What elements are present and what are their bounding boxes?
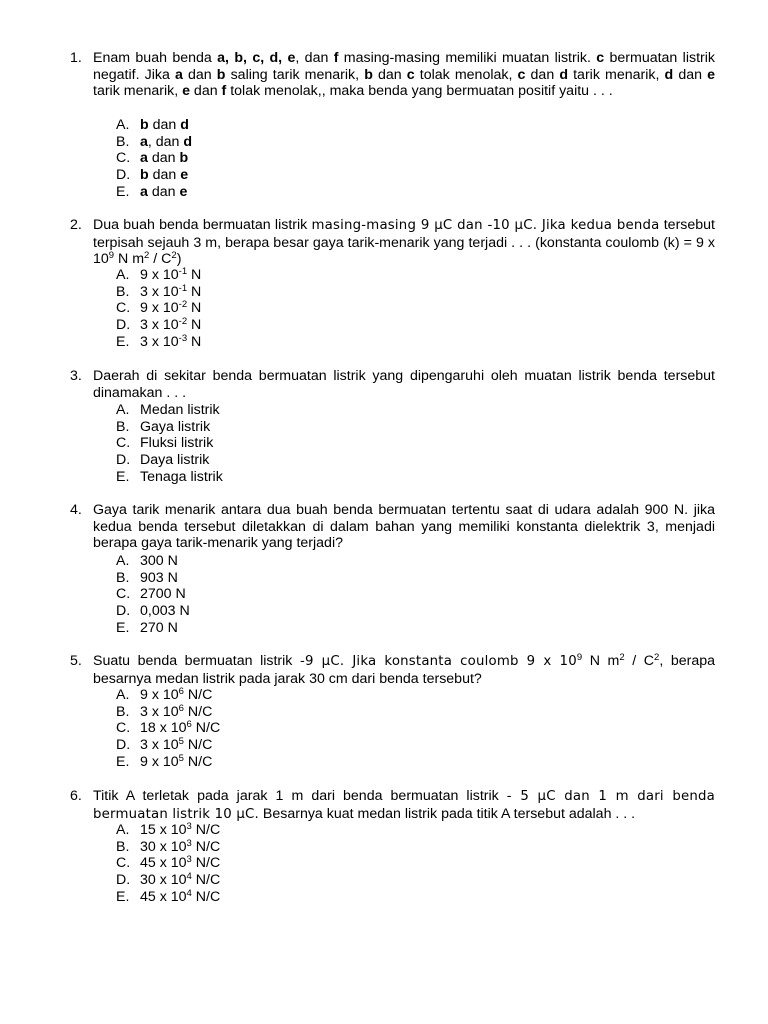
text-run: 3 x 10 (140, 283, 179, 300)
text-run: -9 µC. Jika konstanta coulomb 9 x 10 (299, 654, 577, 669)
question-number: 4. (70, 502, 82, 518)
bold-text: d (559, 66, 568, 83)
option-letter: B. (116, 838, 130, 855)
option-b (116, 419, 223, 436)
option-a (116, 267, 201, 284)
superscript: 2 (144, 250, 150, 262)
option-letter: E. (116, 753, 130, 770)
superscript: 2 (619, 652, 625, 663)
option-b (116, 570, 190, 587)
bold-text: c (406, 66, 415, 83)
option-letter: B. (116, 418, 130, 435)
text-run: 300 N (140, 553, 178, 569)
text-run: 18 x 10 (140, 720, 187, 737)
bold-text: c (596, 50, 605, 66)
option-letter: D. (116, 872, 131, 889)
option-letter: E. (116, 619, 130, 636)
option-a (116, 402, 223, 419)
option-letter: A. (116, 822, 130, 838)
bold-text: b (179, 150, 189, 167)
option-letter: B. (116, 569, 130, 586)
superscript: 6 (178, 686, 184, 697)
superscript: -2 (178, 299, 188, 311)
text-run: 9 x 10 (140, 267, 179, 283)
option-letter: A. (116, 267, 130, 283)
option-letter: B. (116, 133, 130, 150)
option-c (116, 855, 220, 872)
text-run: Medan listrik (140, 402, 220, 418)
option-letter: C. (116, 435, 131, 452)
option-a (116, 822, 220, 839)
text-run: N/C (191, 855, 221, 872)
text-run: N/C (191, 720, 221, 737)
bold-text: a (175, 66, 183, 83)
text-run: tarik menarik, (568, 66, 665, 83)
option-letter: C. (116, 720, 131, 737)
text-run: 270 N (140, 619, 178, 636)
text-run: N (187, 317, 202, 334)
option-c (116, 435, 223, 452)
option-letter: D. (116, 167, 131, 184)
text-run: Daya listrik (140, 452, 210, 469)
option-e (116, 754, 220, 771)
bold-text: b (216, 66, 226, 83)
superscript: 3 (186, 821, 192, 832)
bold-text: d (183, 133, 193, 150)
text-run: / C (624, 653, 655, 669)
text-run: Tenaga listrik (140, 468, 223, 485)
text-run: 3 x 10 (140, 317, 179, 334)
superscript: -1 (178, 282, 188, 294)
text-run: dan (147, 150, 180, 167)
bold-text: a, b, c, d, e (217, 50, 296, 66)
text-run: N m (582, 653, 620, 669)
text-run: bermuatan listrik negatif. Jika (93, 50, 715, 83)
text-run: N/C (183, 753, 213, 770)
question-stem (93, 217, 715, 268)
option-letter: E. (116, 183, 130, 200)
answer-options (116, 402, 223, 486)
bold-text: d (180, 117, 189, 133)
question-stem (93, 50, 715, 100)
option-d (116, 167, 192, 184)
option-letter: A. (116, 117, 130, 133)
text-run: N (187, 300, 202, 317)
bold-text: e (707, 66, 716, 83)
text-run: dan (182, 66, 217, 83)
text-run: 3 x 10 (140, 333, 179, 350)
text-run: tarik menarik, (93, 83, 183, 100)
option-letter: A. (116, 553, 130, 569)
option-letter: D. (116, 737, 131, 754)
question-stem (93, 368, 715, 401)
text-run: Besarnya kuat medan listrik pada titik A tersebut adalah . . . (258, 805, 636, 822)
text-run: Daerah di sekitar benda bermuatan listrik yang dipengaruhi oleh muatan listrik benda tersebut dinamakan . . . (93, 368, 715, 401)
text-run: , dan (295, 50, 334, 66)
superscript: 6 (178, 702, 184, 714)
option-b (116, 134, 192, 151)
text-run: 9 x 10 (140, 687, 179, 703)
text-run: 9 x 10 (140, 753, 179, 770)
text-run: masing-masing memiliki muatan listrik. (338, 50, 597, 66)
option-letter: E. (116, 888, 130, 905)
option-letter: B. (116, 283, 130, 300)
option-letter: A. (116, 687, 130, 703)
text-run: 30 x 10 (140, 872, 187, 889)
bold-text: c (517, 66, 526, 83)
option-letter: E. (116, 468, 130, 485)
text-run: 2700 N (140, 586, 186, 603)
question-stem (93, 502, 715, 552)
question-number: 3. (70, 368, 82, 384)
option-letter: A. (116, 402, 130, 418)
bold-text: a (140, 183, 148, 200)
bold-text: b (140, 117, 149, 133)
option-letter: E. (116, 333, 130, 350)
option-d (116, 452, 223, 469)
text-run: dan (673, 66, 708, 83)
text-run: N/C (183, 703, 213, 720)
superscript: -3 (178, 332, 188, 344)
text-run: N/C (183, 737, 213, 754)
text-run: tolak menolak,, maka benda yang bermuatan positif yaitu . . . (226, 83, 613, 100)
option-letter: D. (116, 603, 131, 620)
text-run: 45 x 10 (140, 855, 187, 872)
option-e (116, 469, 223, 486)
superscript: 3 (186, 837, 192, 849)
text-run: N/C (191, 872, 221, 889)
text-run: dan (148, 167, 181, 184)
question-number: 1. (70, 50, 82, 66)
option-b (116, 839, 220, 856)
text-run: Gaya tarik menarik antara dua buah benda bermuatan tertentu saat di udara adalah 900 N. jika kedua benda tersebut diletakkan di dalam bahan yang memiliki konstanta dielektrik 3, menjadi berapa gaya tarik-menarik yang terjadi? (93, 502, 715, 552)
text-run: dan (148, 117, 181, 133)
answer-options (116, 267, 201, 351)
option-d (116, 603, 190, 620)
option-d (116, 317, 201, 334)
superscript: 2 (171, 250, 177, 262)
option-b (116, 704, 220, 721)
bold-text: b (364, 66, 373, 83)
superscript: -1 (178, 266, 188, 277)
text-run: N/C (191, 822, 221, 838)
bold-text: f (221, 83, 227, 100)
superscript: -2 (178, 316, 188, 328)
text-run: saling tarik menarik, (225, 66, 365, 83)
option-e (116, 184, 192, 201)
option-c (116, 150, 192, 167)
text-run: ) (176, 251, 182, 268)
option-letter: C. (116, 855, 131, 872)
text-run: dan (189, 83, 222, 100)
text-run: Fluksi listrik (140, 435, 214, 452)
text-run: N m (114, 251, 145, 268)
text-run: , dan (147, 133, 184, 150)
text-run: / C (149, 251, 172, 268)
option-a (116, 553, 190, 570)
text-run: N/C (191, 838, 221, 855)
option-d (116, 737, 220, 754)
option-letter: C. (116, 150, 131, 167)
text-run: N/C (183, 687, 213, 703)
superscript: 9 (108, 250, 115, 262)
text-run: dan (372, 66, 407, 83)
bold-text: e (179, 183, 188, 200)
bold-text: d (664, 66, 674, 83)
text-run: 30 x 10 (140, 838, 187, 855)
superscript: 3 (186, 854, 192, 866)
text-run: 0,003 N (140, 603, 190, 620)
superscript: 5 (178, 752, 184, 764)
answer-options (116, 687, 220, 771)
question-stem (93, 653, 715, 687)
option-e (116, 620, 190, 637)
answer-options (116, 822, 220, 906)
superscript: 4 (186, 887, 192, 899)
superscript: 5 (178, 736, 184, 748)
option-letter: B. (116, 703, 130, 720)
text-run: 9 x 10 (140, 300, 179, 317)
option-c (116, 720, 220, 737)
text-run: - 5 µC dan 1 m dari benda bermuatan listrik 10 µC. (93, 789, 716, 822)
text-run: Suatu benda bermuatan listrik (93, 653, 300, 669)
text-run: N (187, 283, 202, 300)
bold-text: b (140, 167, 149, 184)
text-run: , berapa besarnya medan listrik pada jarak 30 cm dari benda tersebut? (93, 653, 716, 687)
option-e (116, 334, 201, 351)
text-run: tersebut terpisah sejauh 3 m, berapa besar gaya tarik-menarik yang terjadi . . . (konstanta coulomb (k) = 9 x 10 (93, 217, 715, 268)
text-run: N (187, 267, 202, 283)
text-run: Enam buah benda (93, 50, 218, 66)
superscript: 9 (576, 652, 583, 663)
text-run: 3 x 10 (140, 737, 179, 754)
option-d (116, 872, 220, 889)
superscript: 6 (186, 719, 192, 731)
superscript: 4 (186, 871, 192, 883)
question-stem (93, 788, 715, 823)
text-run: tolak menolak, (414, 66, 518, 83)
text-run: 3 x 10 (140, 703, 179, 720)
bold-text: a (140, 150, 148, 167)
text-run: dan (147, 183, 180, 200)
text-run: Gaya listrik (140, 418, 211, 435)
option-letter: C. (116, 300, 131, 317)
text-run: 45 x 10 (140, 888, 187, 905)
text-run: N/C (191, 888, 221, 905)
bold-text: a (140, 133, 148, 150)
option-e (116, 889, 220, 906)
text-run: N (187, 333, 202, 350)
option-c (116, 586, 190, 603)
superscript: 2 (654, 652, 660, 663)
question-number: 5. (70, 653, 82, 669)
text-run: 15 x 10 (140, 822, 187, 838)
option-letter: D. (116, 452, 131, 469)
option-letter: D. (116, 317, 131, 334)
bold-text: e (180, 167, 189, 184)
option-letter: C. (116, 586, 131, 603)
option-a (116, 687, 220, 704)
answer-options (116, 117, 192, 201)
bold-text: e (182, 83, 190, 100)
question-number: 6. (70, 788, 82, 804)
question-number: 2. (70, 217, 82, 233)
text-run: 903 N (140, 569, 178, 586)
bold-text: f (333, 50, 339, 66)
option-c (116, 300, 201, 317)
text-run: Titik A terletak pada jarak 1 m dari benda bermuatan listrik (93, 788, 507, 804)
text-run: masing-masing 9 µC dan -10 µC. Jika kedua benda (311, 218, 660, 233)
text-run: dan (525, 66, 560, 83)
option-a (116, 117, 192, 134)
answer-options (116, 553, 190, 637)
option-b (116, 284, 201, 301)
text-run: Dua buah benda bermuatan listrik (93, 217, 312, 233)
